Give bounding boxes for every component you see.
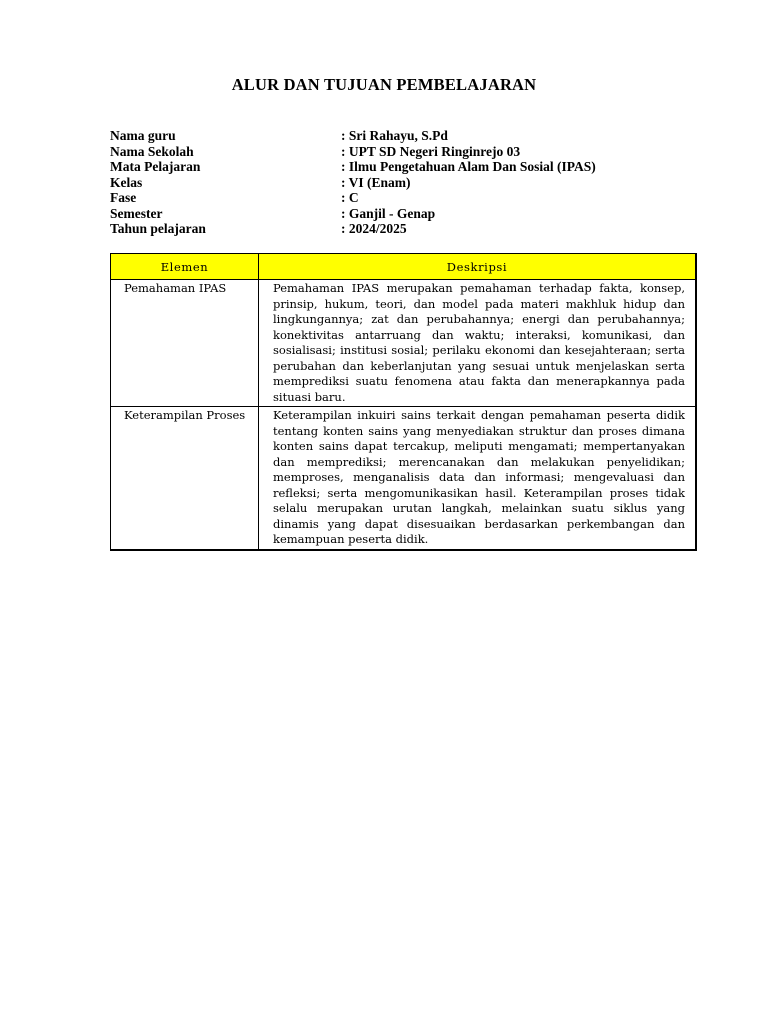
info-row-kelas bbox=[110, 175, 596, 191]
info-value: : UPT SD Negeri Ringinrejo 03 bbox=[341, 143, 521, 159]
header-deskripsi: Deskripsi bbox=[259, 254, 697, 280]
elemen-table bbox=[110, 253, 697, 551]
info-value: : C bbox=[341, 190, 359, 205]
deskripsi-cell: Keterampilan inkuiri sains terkait dengan pemahaman peserta didik tentang konten sains yang menyediakan struktur dan proses dimana konten sains dapat tercakup, meliputi mengamati; mempertanyakan dan memprediksi; merencanakan dan melakukan penyelidikan; memproses, menganalisis data dan informasi; mengevaluasi dan refleksi; serta mengomunikasikan hasil. Keterampilan proses tidak selalu merupakan urutan langkah, melainkan suatu siklus yang dinamis yang dapat disesuaikan berdasarkan perkembangan dan kemampuan peserta didik. bbox=[259, 407, 697, 550]
info-row-sekolah bbox=[110, 144, 596, 160]
info-row-tahun bbox=[110, 221, 596, 237]
info-row-semester bbox=[110, 206, 596, 222]
info-row-mapel bbox=[110, 159, 596, 175]
table-row bbox=[111, 407, 697, 550]
table-header-row bbox=[111, 254, 697, 280]
info-label: Nama Sekolah bbox=[110, 143, 194, 159]
info-label: Fase bbox=[110, 190, 137, 205]
info-row-guru bbox=[110, 128, 596, 144]
info-block bbox=[110, 128, 596, 237]
elemen-cell: Keterampilan Proses bbox=[111, 407, 259, 550]
info-value: : VI (Enam) bbox=[341, 174, 411, 190]
info-row-fase bbox=[110, 190, 596, 206]
elemen-cell: Pemahaman IPAS bbox=[111, 280, 259, 407]
info-value: : Ilmu Pengetahuan Alam Dan Sosial (IPAS) bbox=[341, 159, 596, 174]
info-label: Mata Pelajaran bbox=[110, 159, 201, 174]
deskripsi-cell: Pemahaman IPAS merupakan pemahaman terhadap fakta, konsep, prinsip, hukum, teori, dan model pada materi makhluk hidup dan lingkungannya; zat dan perubahannya; energi dan perubahannya; konektivitas antarruang dan waktu; interaksi, komunikasi, dan sosialisasi; institusi sosial; perilaku ekonomi dan kesejahteraan; serta perubahan dan keberlanjutan yang sesuai untuk menjelaskan serta memprediksi suatu fenomena atau fakta dan menerapkannya pada situasi baru. bbox=[259, 280, 697, 407]
info-label: Nama guru bbox=[110, 128, 176, 143]
info-label: Tahun pelajaran bbox=[110, 221, 206, 236]
info-value: : Sri Rahayu, S.Pd bbox=[341, 128, 448, 143]
info-value: : Ganjil - Genap bbox=[341, 205, 436, 221]
info-value: : 2024/2025 bbox=[341, 221, 407, 236]
document-title: ALUR DAN TUJUAN PEMBELAJARAN bbox=[231, 75, 537, 94]
table-row bbox=[111, 280, 697, 407]
info-label: Kelas bbox=[110, 174, 143, 190]
header-elemen: Elemen bbox=[111, 254, 259, 280]
info-label: Semester bbox=[110, 205, 163, 221]
